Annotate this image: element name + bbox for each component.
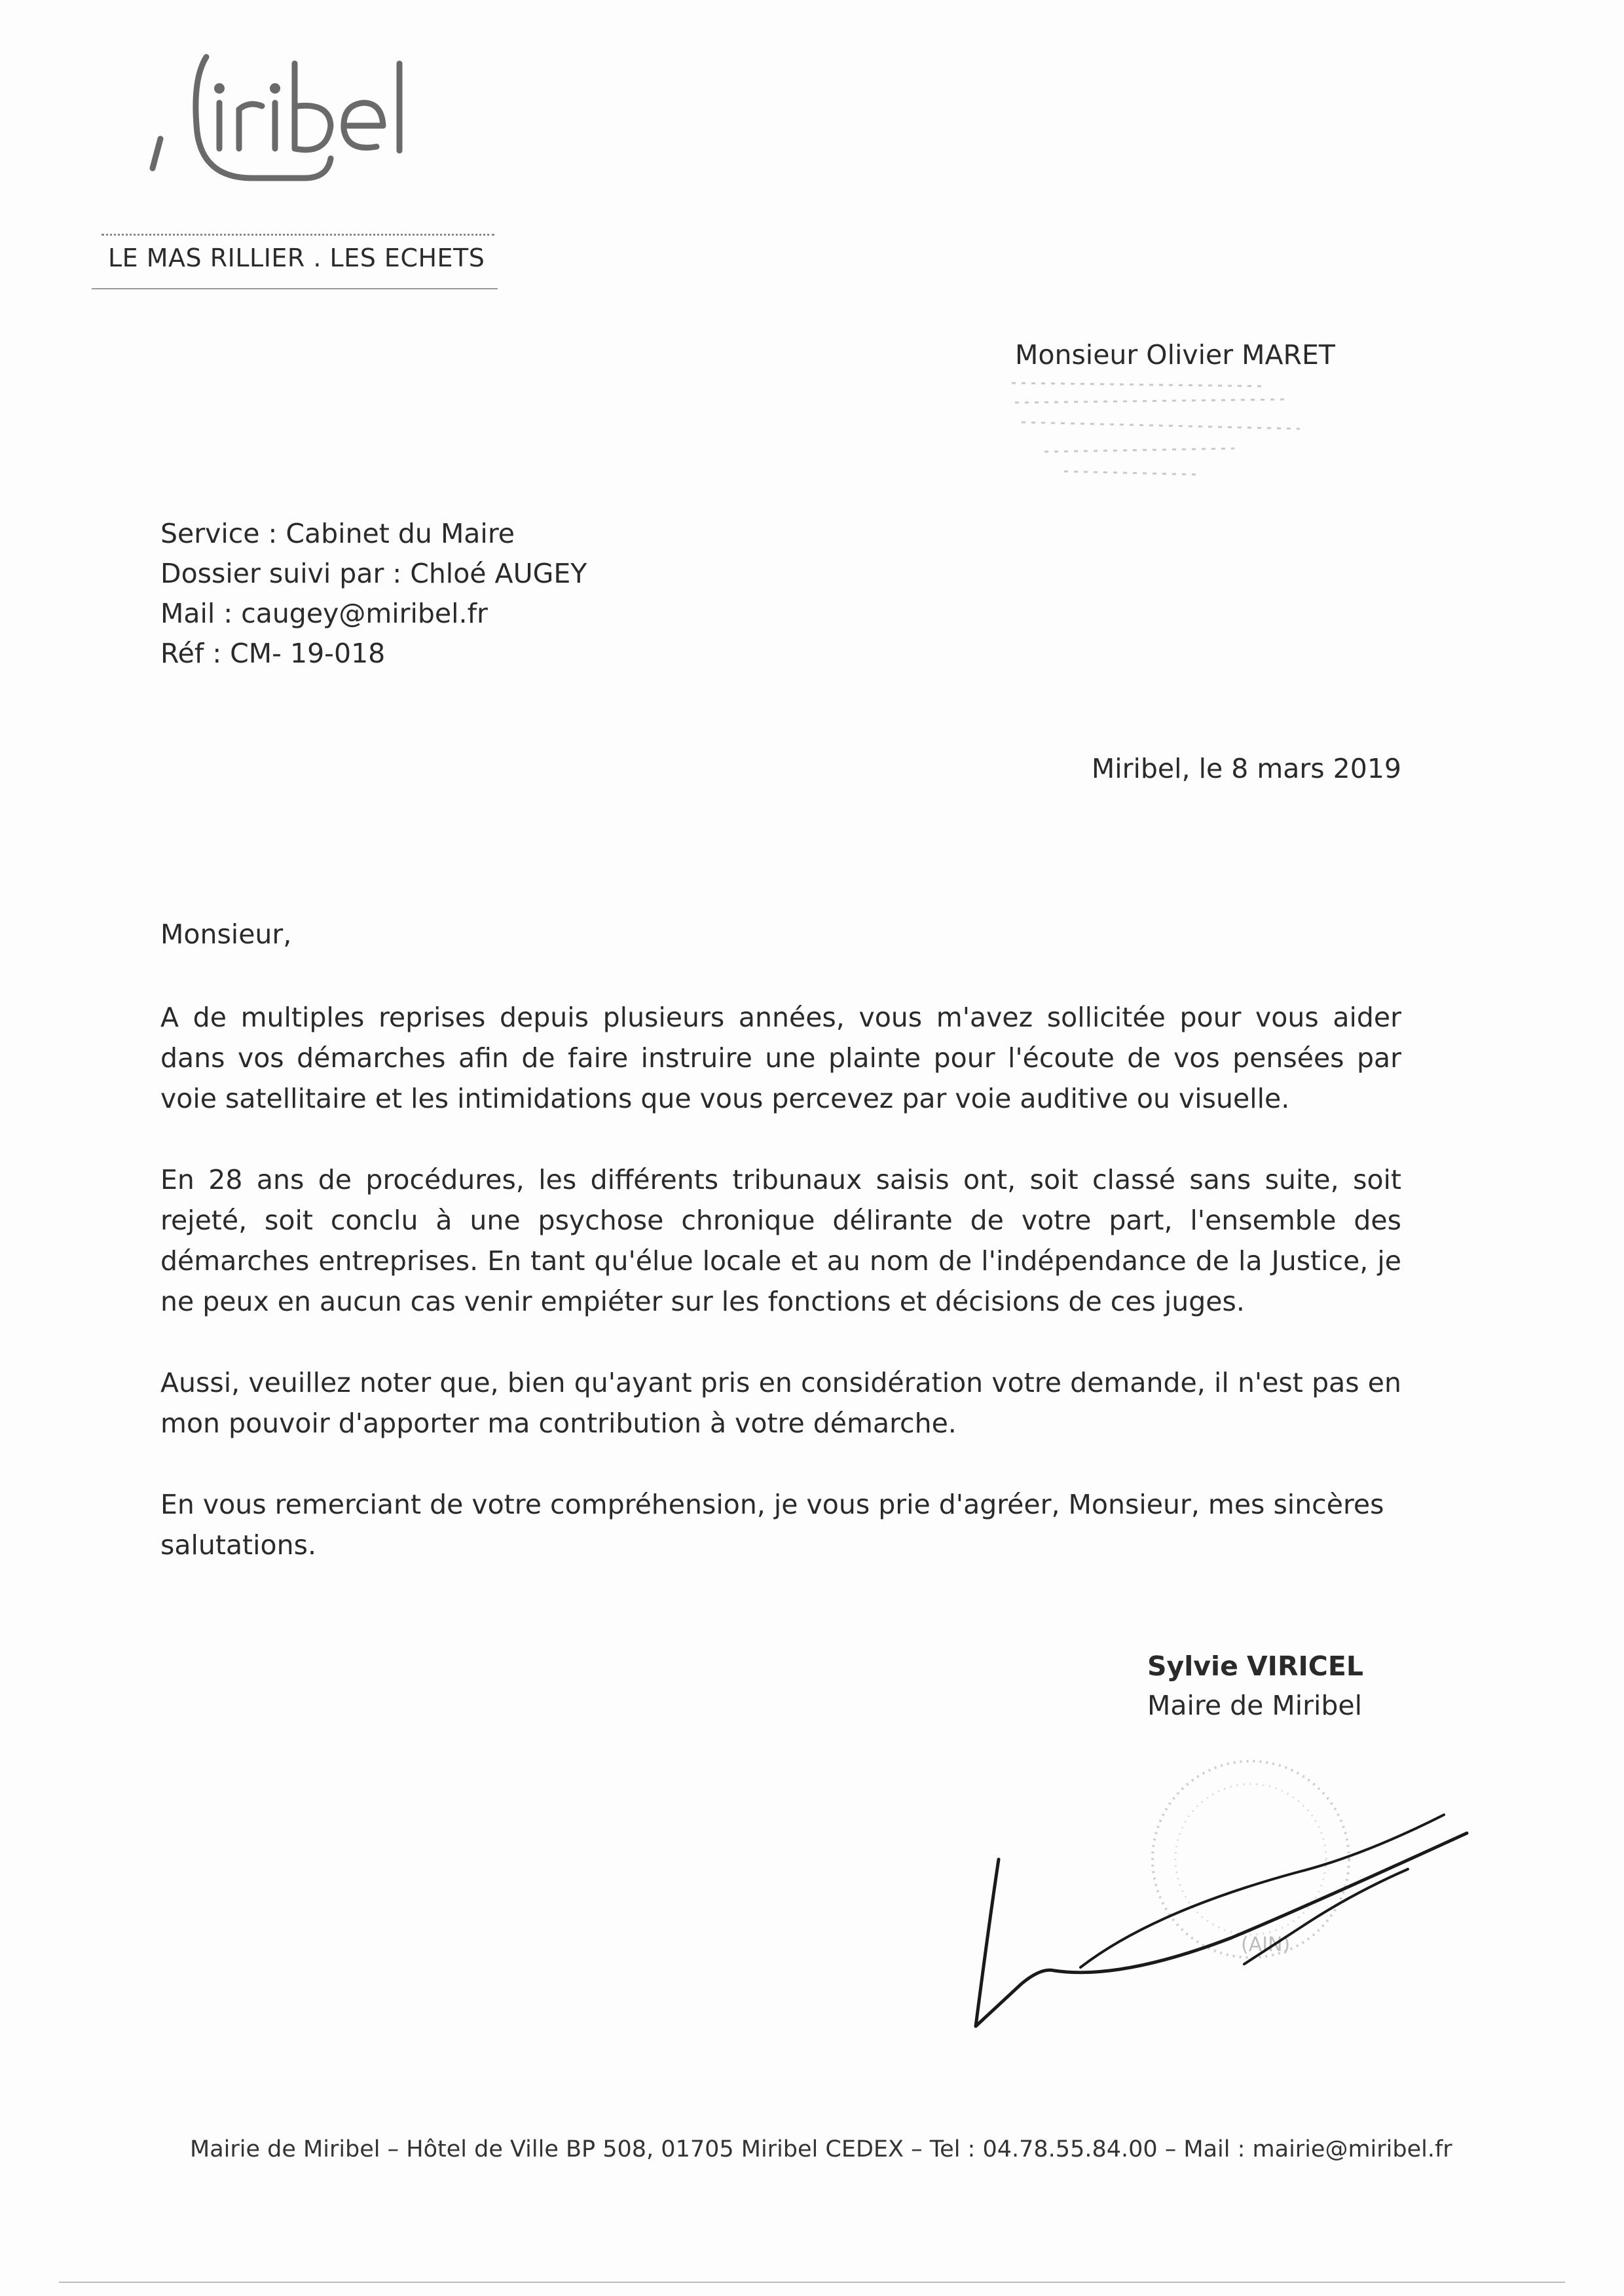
handwritten-signature xyxy=(956,1813,1480,2036)
footer-rule xyxy=(59,2282,1565,2283)
redacted-address xyxy=(1005,370,1306,488)
footer-address: Mairie de Miribel – Hôtel de Ville BP 508, 01705 Miribel CEDEX – Tel : 04.78.55.84.00 – Mail : mairie@miribel.fr xyxy=(190,2136,1452,2162)
stamp-text: (AIN) xyxy=(1241,1933,1291,1956)
paragraph: En vous remerciant de votre compréhension, je vous prie d'agréer, Monsieur, mes sincères salutations. xyxy=(160,1489,1384,1561)
letter-date: Miribel, le 8 mars 2019 xyxy=(1091,753,1401,784)
signatory-last-name: VIRICEL xyxy=(1246,1650,1363,1682)
letter-body xyxy=(160,997,1401,1606)
signatory-name xyxy=(1147,1647,1363,1686)
dossier-line: Dossier suivi par : Chloé AUGEY xyxy=(160,558,587,589)
header-rule-top xyxy=(101,234,494,236)
signatory-block xyxy=(1147,1647,1363,1725)
reference-block xyxy=(160,514,587,674)
signatory-first-name: Sylvie xyxy=(1147,1650,1238,1682)
reference-line: Réf : CM- 19-018 xyxy=(160,638,386,669)
paragraph: A de multiples reprises depuis plusieurs années, vous m'avez sollicitée pour vous aider dans vos démarches afin de faire instruire une plainte pour l'écoute de vos pensées par voie satellitaire et les intimidations que vous percevez par voie auditive ou visuelle. xyxy=(160,1002,1401,1114)
signatory-title: Maire de Miribel xyxy=(1147,1690,1363,1721)
header-rule-bottom xyxy=(92,288,498,289)
service-line: Service : Cabinet du Maire xyxy=(160,518,515,549)
paragraph: En 28 ans de procédures, les différents tribunaux saisis ont, soit classé sans suite, soit rejeté, soit conclu à une psychose chronique délirante de votre part, l'ensemble des démarches entreprises. En tant qu'élue locale et au nom de l'indépendance de la Justice, je ne peux en aucun cas venir empiéter sur les fonctions et décisions de ces juges. xyxy=(160,1164,1401,1317)
header-tagline: LE MAS RILLIER . LES ECHETS xyxy=(108,244,485,272)
miribel-logo xyxy=(141,41,507,204)
mail-line: Mail : caugey@miribel.fr xyxy=(160,598,488,629)
salutation: Monsieur, xyxy=(160,919,292,950)
recipient-name: Monsieur Olivier MARET xyxy=(1015,339,1335,371)
paragraph: Aussi, veuillez noter que, bien qu'ayant pris en considération votre demande, il n'est pas en mon pouvoir d'apporter ma contribution à votre démarche. xyxy=(160,1367,1401,1439)
